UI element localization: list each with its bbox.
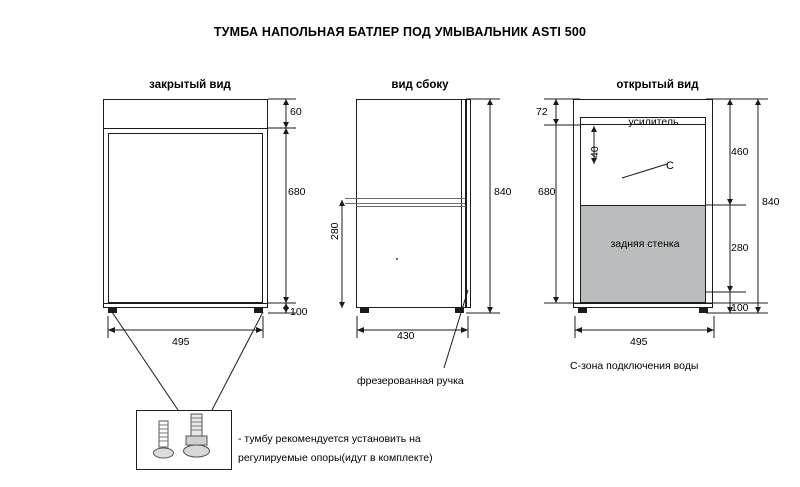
page-title: ТУМБА НАПОЛЬНАЯ БАТЛЕР ПОД УМЫВАЛЬНИК ASTI 500 bbox=[213, 25, 587, 39]
front-dim-680: 680 bbox=[288, 186, 306, 198]
side-handle-line-bottom bbox=[345, 203, 465, 204]
front-view-label: закрытый вид bbox=[149, 79, 231, 91]
side-handle-line-top bbox=[345, 198, 465, 199]
open-dim-280: 280 bbox=[731, 242, 749, 254]
open-reinforcement-label: усилитель bbox=[628, 116, 679, 128]
handle-callout-leader bbox=[440, 290, 500, 375]
handle-callout-label: фрезерованная ручка bbox=[357, 375, 464, 387]
front-dimension-chain bbox=[268, 92, 328, 322]
footnote-line-1: - тумбу рекомендуется установить на bbox=[238, 433, 421, 445]
open-back-panel-label: задняя стенка bbox=[610, 238, 680, 250]
side-view-label: вид сбоку bbox=[391, 79, 449, 91]
open-view-legend: С-зона подключения воды bbox=[570, 360, 699, 372]
open-dim-40: 40 bbox=[589, 146, 601, 158]
front-dim-495: 495 bbox=[172, 336, 190, 348]
open-view-label: открытый вид bbox=[616, 79, 699, 91]
open-dim-100: 100 bbox=[731, 302, 749, 314]
footnote-line-2: регулируемые опоры(идут в комплекте) bbox=[238, 452, 433, 464]
leg-detail-leaders bbox=[100, 310, 280, 420]
adjustable-leg-icon-right bbox=[182, 412, 212, 464]
side-dim-840: 840 bbox=[494, 186, 512, 198]
front-dim-60: 60 bbox=[290, 106, 302, 118]
side-height-dimension bbox=[466, 92, 516, 322]
side-dim-430: 430 bbox=[397, 330, 415, 342]
open-dim-495: 495 bbox=[630, 336, 648, 348]
side-handle-line-extra bbox=[356, 206, 466, 207]
open-dim-460: 460 bbox=[731, 146, 749, 158]
open-dim-680: 680 bbox=[538, 186, 556, 198]
open-dim-72: 72 bbox=[536, 106, 548, 118]
open-left-dimension-chain bbox=[534, 92, 590, 322]
side-280-dimension bbox=[330, 196, 360, 314]
front-dim-100: 100 bbox=[290, 306, 308, 318]
side-mark-dot bbox=[396, 258, 398, 260]
front-door-face bbox=[108, 133, 263, 303]
open-back-panel bbox=[580, 205, 706, 303]
side-dim-280: 280 bbox=[329, 222, 341, 240]
front-top-panel-line bbox=[103, 128, 268, 129]
open-bottom-line bbox=[573, 303, 713, 304]
adjustable-leg-icon-left bbox=[152, 417, 176, 463]
side-foot-left bbox=[360, 308, 369, 313]
front-bottom-line bbox=[103, 303, 268, 304]
open-water-zone-marker: С bbox=[666, 160, 674, 172]
open-dim-840: 840 bbox=[762, 196, 780, 208]
